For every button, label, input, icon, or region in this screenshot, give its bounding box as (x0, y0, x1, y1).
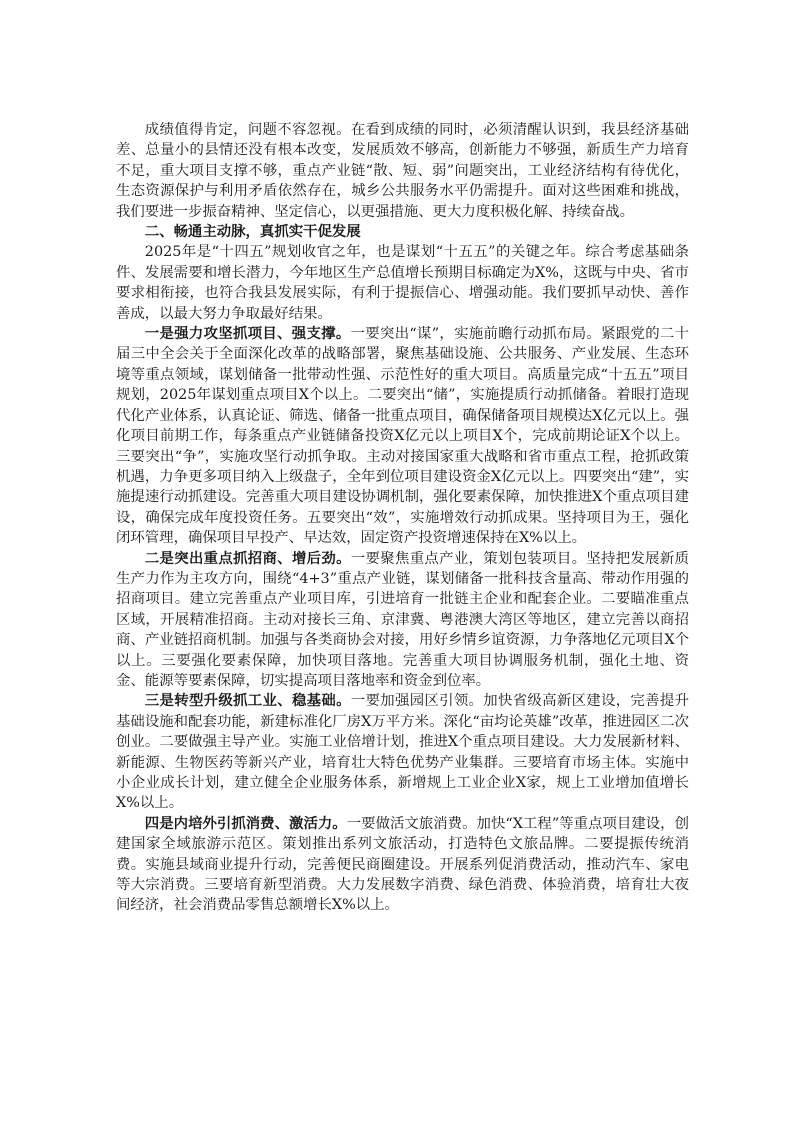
document-body (116, 120, 689, 916)
item-body: 一要突出“谋”，实施前瞻行动抓布局。紧跟党的二十届三中全会关于全面深化改革的战略部署，聚焦基础设施、公共服务、产业发展、生态环境等重点领域，谋划储备一批带动性强、示范性好的重大项目。高质量完成“十五五”项目规划，2025年谋划重点项目X个以上。二要突出“储”，实施提质行动抓储备。着眼打造现代化产业体系，认真论证、筛选、储备一批重点项目，确保储备项目规模达X亿元以上。强化项目前期工作，每条重点产业链储备投资X亿元以上项目X个，完成前期论证X个以上。三要突出“争”，实施攻坚行动抓争取。主动对接国家重大战略和省市重点工程，抢抓政策机遇，力争更多项目纳入上级盘子，全年到位项目建设资金X亿元以上。四要突出“建”，实施提速行动抓建设。完善重大项目建设协调机制，强化要素保障，加快推进X个重点项目建设，确保完成年度投资任务。五要突出“效”，实施增效行动抓成果。坚持项目为王，强化闭环管理，确保项目早投产、早达效，固定资产投资增速保持在X%以上。 (116, 326, 689, 547)
item-paragraph-industry (116, 691, 689, 813)
item-paragraph-investment (116, 549, 689, 692)
item-lead: 四是内培外引抓消费、激活力。 (144, 814, 347, 832)
item-lead: 二是突出重点抓招商、增后劲。 (144, 549, 351, 567)
section-intro-paragraph: 2025年是“十四五”规划收官之年，也是谋划“十五五”的关键之年。综合考虑基础条件、发展需要和增长潜力，今年地区生产总值增长预期目标确定为X%，这既与中央、省市要求相衔接，也符合我县发展实际，有利于提振信心、增强动能。我们要抓早动快、善作善成，以最大努力争取最好结果。 (116, 244, 689, 322)
item-body: 一要加强园区引领。加快省级高新区建设，完善提升基础设施和配套功能，新建标准化厂房X万平方米。深化“亩均论英雄”改革，推进园区二次创业。二要做强主导产业。实施工业倍增计划，推进X个重点项目建设。大力发展新材料、新能源、生物医药等新兴产业，培育壮大特色优势产业集群。三要培育市场主体。实施中小企业成长计划，建立健全企业服务体系，新增规上工业企业X家，规上工业增加值增长X%以上。 (116, 693, 689, 812)
item-lead: 一是强力攻坚抓项目、强支撑。 (144, 325, 351, 343)
item-lead: 三是转型升级抓工业、稳基础。 (144, 692, 351, 710)
item-paragraph-projects (116, 324, 689, 548)
item-body: 一要聚焦重点产业，策划包装项目。坚持把发展新质生产力作为主攻方向，围绕“4+3”重点产业链，谋划储备一批科技含量高、带动作用强的招商项目。建立完善重点产业项目库，引进培育一批链主企业和配套企业。二要瞄准重点区域，开展精准招商。主动对接长三角、京津冀、粤港澳大湾区等地区，建立完善以商招商、产业链招商机制。加强与各类商协会对接，用好乡情乡谊资源，力争落地亿元项目X个以上。三要强化要素保障，加快项目落地。完善重大项目协调服务机制，强化土地、资金、能源等要素保障，切实提高项目落地率和资金到位率。 (116, 550, 689, 689)
section-heading: 二、畅通主动脉，真抓实干促发展 (144, 223, 361, 241)
item-body: 一要做活文旅消费。加快“X工程”等重点项目建设，创建国家全域旅游示范区。策划推出系列文旅活动，打造特色文旅品牌。二要提振传统消费。实施县域商业提升行动，完善便民商圈建设。开展系列促消费活动，推动汽车、家电等大宗消费。三要培育新型消费。大力发展数字消费、绿色消费、体验消费，培育壮大夜间经济，社会消费品零售总额增长X%以上。 (116, 815, 689, 914)
item-paragraph-consumption (116, 814, 689, 916)
intro-paragraph: 成绩值得肯定，问题不容忽视。在看到成绩的同时，必须清醒认识到，我县经济基础差、总量小的县情还没有根本改变，发展质效不够高，创新能力不够强，新质生产力培育不足，重大项目支撑不够，重点产业链“散、短、弱”问题突出，工业经济结构有待优化，生态资源保护与利用矛盾依然存在，城乡公共服务水平仍需提升。面对这些困难和挑战，我们要进一步振奋精神、坚定信心，以更强措施、更大力度积极化解、持续奋战。 (116, 122, 689, 220)
